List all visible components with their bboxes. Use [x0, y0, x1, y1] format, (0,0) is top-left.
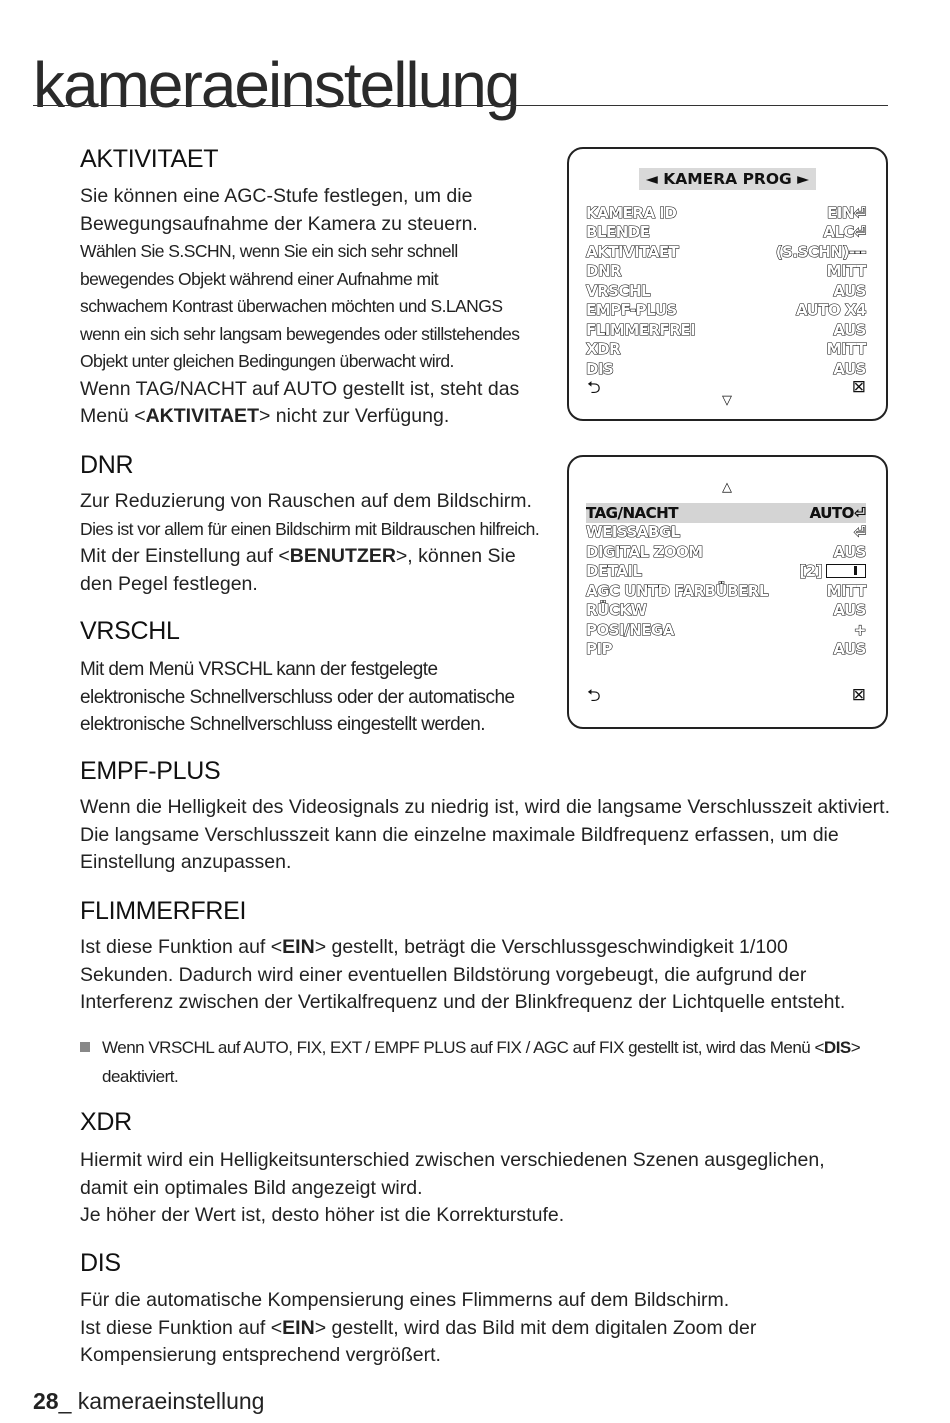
- close-box-icon[interactable]: ⊠: [851, 685, 866, 705]
- text-line: wenn ein sich sehr langsam bewegendes oder stillstehendes: [80, 323, 520, 344]
- osd-menu-row[interactable]: [586, 523, 866, 543]
- osd-row-value: AUS: [833, 601, 866, 620]
- osd-row-label: DETAIL: [586, 562, 642, 581]
- osd-row-value: +: [853, 620, 866, 639]
- text-line: Zur Reduzierung von Rauschen auf dem Bildschirm.: [80, 490, 532, 512]
- text-line: Mit dem Menü VRSCHL kann der festgelegte: [80, 659, 438, 680]
- text-line: deaktiviert.: [102, 1067, 179, 1086]
- heading-empf-plus: EMPF-PLUS: [80, 757, 221, 785]
- osd-row-value: MITT: [826, 262, 866, 281]
- aktivitaet-text: [80, 183, 520, 431]
- heading-aktivitaet: AKTIVITAET: [80, 145, 219, 173]
- osd-row-label: BLENDE: [586, 223, 650, 242]
- flimmerfrei-text: [80, 934, 845, 1017]
- text-line: Einstellung anzupassen.: [80, 851, 292, 873]
- text-line: Sie können eine AGC-Stufe festlegen, um die: [80, 185, 473, 207]
- heading-vrschl: VRSCHL: [80, 617, 180, 645]
- osd-menu-row[interactable]: [586, 301, 866, 321]
- osd-menu-row[interactable]: [586, 262, 866, 282]
- empf-plus-text: [80, 794, 890, 877]
- osd-row-label: WEISSABGL: [586, 523, 680, 542]
- text-line: Hiermit wird ein Helligkeitsunterschied zwischen verschiedenen Szenen ausgeglichen,: [80, 1149, 825, 1171]
- text-line: Wenn VRSCHL auf AUTO, FIX, EXT / EMPF PLUS auf FIX / AGC auf FIX gestellt ist, wird das Menü <DIS>: [80, 1033, 860, 1062]
- osd-row-label: FLIMMERFREI: [586, 320, 696, 339]
- osd-row-value: MITT: [826, 581, 866, 600]
- back-arrow-icon[interactable]: ⮌: [587, 378, 601, 398]
- text-line: Kompensierung entsprechend vergrößert.: [80, 1344, 441, 1366]
- heading-xdr: XDR: [80, 1108, 132, 1136]
- text-line: Mit der Einstellung auf <BENUTZER>, können Sie: [80, 545, 516, 567]
- dnr-text: [80, 488, 539, 598]
- text-line: elektronische Schnellverschluss oder der automatische: [80, 686, 515, 708]
- osd-menu-row[interactable]: [586, 242, 866, 262]
- text-line: Objekt unter gleichen Bedingungen überwacht wird.: [80, 351, 454, 371]
- osd-row-label: DNR: [586, 262, 622, 281]
- close-box-icon[interactable]: ⊠: [851, 377, 866, 397]
- osd-menu-row[interactable]: [586, 581, 866, 601]
- text-line: Ist diese Funktion auf <EIN> gestellt, wird das Bild mit dem digitalen Zoom der: [80, 1316, 757, 1339]
- osd-menu-row[interactable]: [586, 601, 866, 621]
- osd-row-label: EMPF-PLUS: [586, 301, 677, 320]
- osd-row-label: VRSCHL: [586, 281, 651, 300]
- page-footer: [33, 1388, 264, 1415]
- page-title: kameraeinstellung: [33, 49, 519, 121]
- text-line: Bewegungsaufnahme der Kamera zu steuern.: [80, 212, 478, 235]
- osd-row-value: AUS: [833, 320, 866, 339]
- osd-menu-row[interactable]: [586, 640, 866, 660]
- text-line: Je höher der Wert ist, desto höher ist die Korrekturstufe.: [80, 1204, 565, 1226]
- triangle-down-icon: ▽: [722, 393, 732, 408]
- osd-menu-row[interactable]: [586, 620, 866, 640]
- text-line: Wenn TAG/NACHT auf AUTO gestellt ist, steht das: [80, 377, 520, 400]
- text-line: Wenn die Helligkeit des Videosignals zu niedrig ist, wird die langsame Verschlusszeit aktiviert.: [80, 796, 891, 818]
- text-line: Ist diese Funktion auf <EIN> gestellt, beträgt die Verschlussgeschwindigkeit 1/100: [80, 936, 788, 958]
- osd-row-value: AUS: [833, 359, 866, 378]
- osd-row-value: (S.SCHN)---: [775, 242, 866, 261]
- osd-row-value: MITT: [826, 340, 866, 359]
- osd-row-label: POSI/NEGA: [586, 620, 674, 639]
- heading-dnr: DNR: [80, 451, 134, 479]
- osd-row-value: ⏎: [853, 523, 866, 542]
- text-line: Für die automatische Kompensierung eines Flimmerns auf dem Bildschirm.: [80, 1289, 730, 1311]
- text-line: Sekunden. Dadurch wird einer eventuellen Bildstörung vorgebeugt, die aufgrund der: [80, 963, 807, 986]
- text-line: Menü <AKTIVITAET> nicht zur Verfügung.: [80, 405, 450, 427]
- osd-row-label: AGC UNTD FARBÜBERL: [586, 581, 768, 600]
- title-divider: [33, 105, 888, 106]
- triangle-up-icon: △: [722, 480, 732, 495]
- osd-row-value: EIN⏎: [827, 203, 866, 222]
- osd-menu-row[interactable]: [586, 359, 866, 379]
- text-line: Interferenz zwischen der Vertikalfrequenz und der Blinkfrequenz der Lichtquelle entsteht.: [80, 991, 846, 1013]
- osd-row-label: KAMERA ID: [586, 203, 677, 222]
- osd-row-label: TAG/NACHT: [586, 503, 678, 522]
- page-number: 28: [33, 1388, 59, 1414]
- text-line: Die langsame Verschlusszeit kann die einzelne maximale Bildfrequenz erfassen, um die: [80, 823, 839, 846]
- osd-menu-row[interactable]: [586, 340, 866, 360]
- osd-menu-row[interactable]: [586, 562, 866, 582]
- osd-row-value: AUTO X4: [795, 301, 866, 320]
- osd-menu-row[interactable]: [586, 203, 866, 223]
- text-line: den Pegel festlegen.: [80, 572, 258, 595]
- heading-flimmerfrei: FLIMMERFREI: [80, 897, 247, 925]
- text-line: bewegendes Objekt während einer Aufnahme mit: [80, 268, 439, 289]
- osd-row-value: AUS: [833, 640, 866, 659]
- osd-menu-row[interactable]: [586, 542, 866, 562]
- osd-row-label: XDR: [586, 340, 621, 359]
- osd-row-label: PIP: [586, 640, 613, 659]
- osd-row-label: DIGITAL ZOOM: [586, 542, 703, 561]
- heading-dis: DIS: [80, 1249, 121, 1277]
- text-line: elektronische Schnellverschluss eingestellt werden.: [80, 714, 485, 735]
- osd-menu-kamera-prog-page2: [567, 455, 888, 729]
- osd-row-value: ALC⏎: [823, 223, 866, 242]
- text-line: Dies ist vor allem für einen Bildschirm mit Bildrauschen hilfreich.: [80, 518, 540, 539]
- osd-row-value: AUS: [833, 281, 866, 300]
- dis-text: [80, 1287, 756, 1370]
- vrschl-text: [80, 656, 514, 739]
- detail-level-bar: [826, 564, 866, 578]
- osd-menu-kamera-prog: [567, 147, 888, 421]
- back-arrow-icon[interactable]: ⮌: [587, 686, 601, 706]
- osd-row-label: AKTIVITAET: [586, 242, 679, 261]
- osd-row-value: AUS: [833, 542, 866, 561]
- text-line: damit ein optimales Bild angezeigt wird.: [80, 1176, 423, 1199]
- osd-row-value: [2]: [799, 562, 822, 581]
- footer-label: _ kameraeinstellung: [58, 1388, 265, 1414]
- xdr-text: [80, 1147, 825, 1230]
- bullet-square-icon: [80, 1042, 90, 1052]
- osd-menu-header: ◄ KAMERA PROG ►: [639, 168, 816, 190]
- osd-menu-row[interactable]: [586, 503, 866, 523]
- osd-row-value: AUTO⏎: [809, 503, 866, 522]
- osd-menu-row[interactable]: [586, 223, 866, 243]
- flimmerfrei-note: [80, 1033, 860, 1091]
- text-line: Wählen Sie S.SCHN, wenn Sie ein sich sehr schnell: [80, 241, 458, 261]
- osd-row-label: RÜCKW: [586, 601, 647, 620]
- osd-menu-row[interactable]: [586, 281, 866, 301]
- text-line: schwachem Kontrast überwachen möchten und S.LANGS: [80, 296, 503, 316]
- osd-row-label: DIS: [586, 359, 614, 378]
- osd-menu-row[interactable]: [586, 320, 866, 340]
